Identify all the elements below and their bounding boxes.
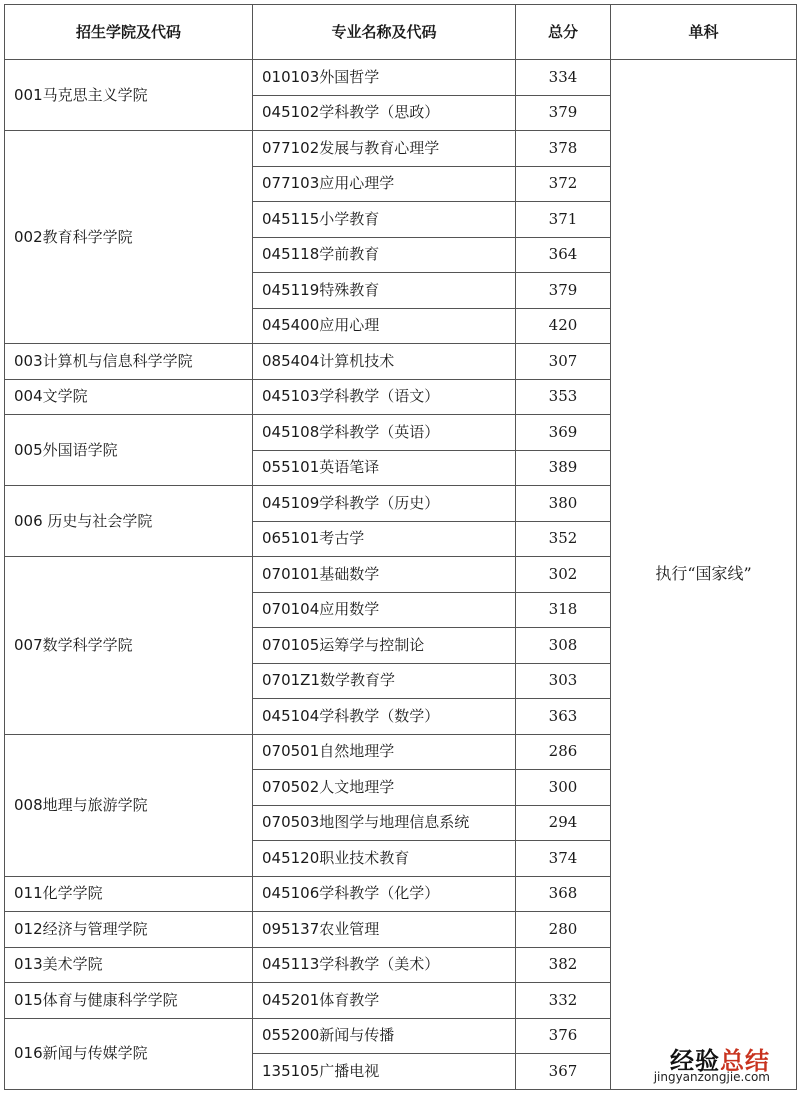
college-cell: 002教育科学学院 xyxy=(5,131,253,344)
table-body xyxy=(5,60,797,1090)
major-cell: 045106学科教学（化学） xyxy=(253,876,516,912)
total-score-cell: 368 xyxy=(516,876,611,912)
admission-score-table xyxy=(4,4,797,1090)
total-score-cell: 286 xyxy=(516,734,611,770)
major-cell: 095137农业管理 xyxy=(253,912,516,948)
college-cell: 016新闻与传媒学院 xyxy=(5,1018,253,1089)
college-cell: 015体育与健康科学学院 xyxy=(5,983,253,1019)
major-cell: 135105广播电视 xyxy=(253,1054,516,1090)
major-cell: 045201体育教学 xyxy=(253,983,516,1019)
total-score-cell: 363 xyxy=(516,699,611,735)
total-score-cell: 303 xyxy=(516,663,611,699)
watermark-url: jingyanzongjie.com xyxy=(653,1070,770,1084)
total-score-cell: 369 xyxy=(516,415,611,451)
total-score-cell: 376 xyxy=(516,1018,611,1054)
major-cell: 070502人文地理学 xyxy=(253,770,516,806)
major-cell: 070104应用数学 xyxy=(253,592,516,628)
total-score-cell: 352 xyxy=(516,521,611,557)
major-cell: 045119特殊教育 xyxy=(253,273,516,309)
major-cell: 045400应用心理 xyxy=(253,308,516,344)
major-cell: 055101英语笔译 xyxy=(253,450,516,486)
major-cell: 077102发展与教育心理学 xyxy=(253,131,516,167)
total-score-cell: 380 xyxy=(516,486,611,522)
major-cell: 010103外国哲学 xyxy=(253,60,516,96)
total-score-cell: 332 xyxy=(516,983,611,1019)
total-score-cell: 371 xyxy=(516,202,611,238)
total-score-cell: 318 xyxy=(516,592,611,628)
college-cell: 004文学院 xyxy=(5,379,253,415)
major-cell: 070101基础数学 xyxy=(253,557,516,593)
major-cell: 045120职业技术教育 xyxy=(253,841,516,877)
major-cell: 045109学科教学（历史） xyxy=(253,486,516,522)
major-cell: 085404计算机技术 xyxy=(253,344,516,380)
college-cell: 007数学科学学院 xyxy=(5,557,253,735)
college-cell: 012经济与管理学院 xyxy=(5,912,253,948)
total-score-cell: 364 xyxy=(516,237,611,273)
total-score-cell: 372 xyxy=(516,166,611,202)
college-cell: 005外国语学院 xyxy=(5,415,253,486)
major-cell: 045104学科教学（数学） xyxy=(253,699,516,735)
total-score-cell: 334 xyxy=(516,60,611,96)
total-score-cell: 382 xyxy=(516,947,611,983)
major-cell: 045103学科教学（语文） xyxy=(253,379,516,415)
major-cell: 045115小学教育 xyxy=(253,202,516,238)
header-major: 专业名称及代码 xyxy=(253,5,516,60)
major-cell: 045102学科教学（思政） xyxy=(253,95,516,131)
major-cell: 055200新闻与传播 xyxy=(253,1018,516,1054)
total-score-cell: 379 xyxy=(516,273,611,309)
table-header xyxy=(5,5,797,60)
college-cell: 008地理与旅游学院 xyxy=(5,734,253,876)
college-cell: 003计算机与信息科学学院 xyxy=(5,344,253,380)
college-cell: 006 历史与社会学院 xyxy=(5,486,253,557)
total-score-cell: 353 xyxy=(516,379,611,415)
major-cell: 045108学科教学（英语） xyxy=(253,415,516,451)
total-score-cell: 302 xyxy=(516,557,611,593)
major-cell: 065101考古学 xyxy=(253,521,516,557)
total-score-cell: 308 xyxy=(516,628,611,664)
table-row xyxy=(5,60,797,96)
college-cell: 011化学学院 xyxy=(5,876,253,912)
college-cell: 013美术学院 xyxy=(5,947,253,983)
header-total: 总分 xyxy=(516,5,611,60)
major-cell: 070501自然地理学 xyxy=(253,734,516,770)
single-subject-cell: 执行“国家线” xyxy=(611,60,797,1090)
college-cell: 001马克思主义学院 xyxy=(5,60,253,131)
major-cell: 070105运筹学与控制论 xyxy=(253,628,516,664)
total-score-cell: 294 xyxy=(516,805,611,841)
major-cell: 0701Z1数学教育学 xyxy=(253,663,516,699)
major-cell: 070503地图学与地理信息系统 xyxy=(253,805,516,841)
total-score-cell: 300 xyxy=(516,770,611,806)
watermark-logo xyxy=(650,1041,770,1089)
major-cell: 045118学前教育 xyxy=(253,237,516,273)
watermark-prefix: 经验 xyxy=(670,1047,720,1075)
major-cell: 077103应用心理学 xyxy=(253,166,516,202)
watermark-accent: 总结 xyxy=(720,1047,770,1075)
header-single: 单科 xyxy=(611,5,797,60)
total-score-cell: 378 xyxy=(516,131,611,167)
total-score-cell: 367 xyxy=(516,1054,611,1090)
header-college: 招生学院及代码 xyxy=(5,5,253,60)
total-score-cell: 420 xyxy=(516,308,611,344)
total-score-cell: 379 xyxy=(516,95,611,131)
total-score-cell: 374 xyxy=(516,841,611,877)
total-score-cell: 389 xyxy=(516,450,611,486)
total-score-cell: 307 xyxy=(516,344,611,380)
header-row xyxy=(5,5,797,60)
total-score-cell: 280 xyxy=(516,912,611,948)
major-cell: 045113学科教学（美术） xyxy=(253,947,516,983)
